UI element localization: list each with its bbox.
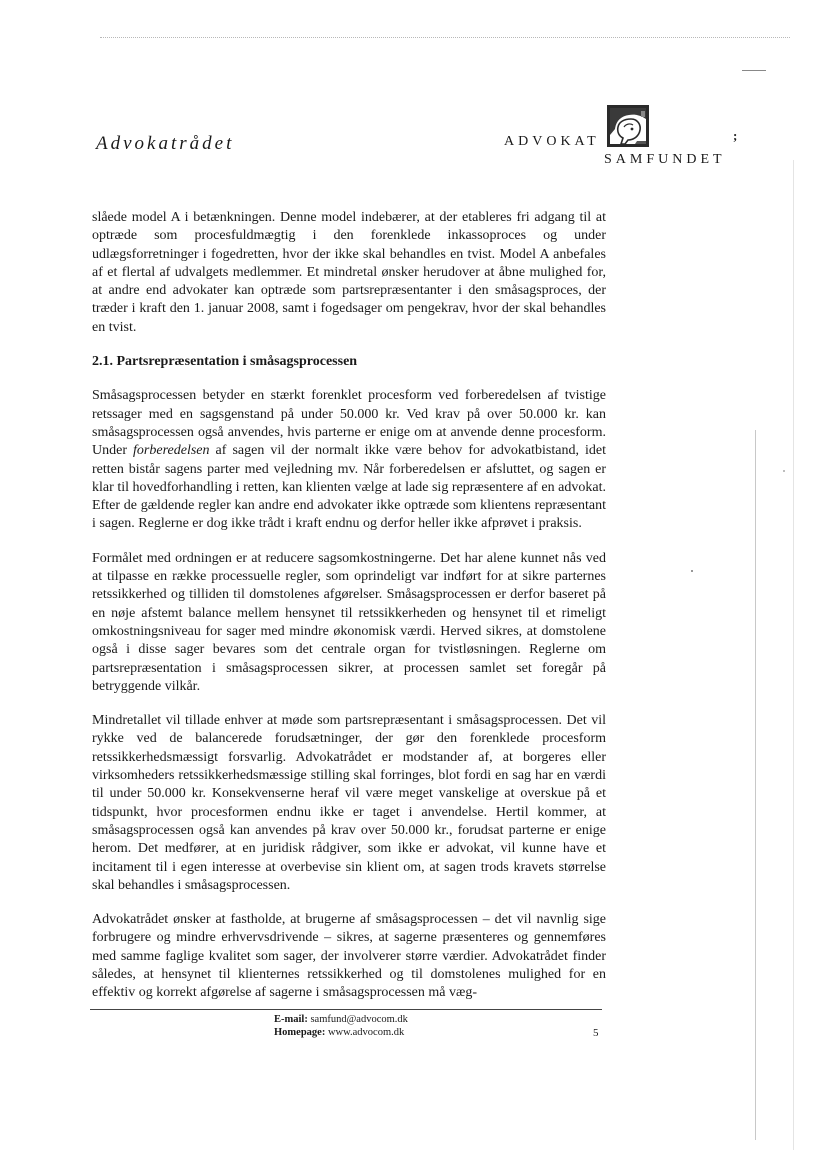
section-heading: 2.1. Partsrepræsentation i småsagsprocessen: [92, 354, 358, 370]
header-title: Advokatrådet: [96, 133, 235, 154]
document-body: [92, 209, 606, 1019]
advokatsamfundet-logo-icon: [607, 105, 649, 147]
paragraph-text: af sagen vil der normalt ikke være behov for advokatbistand, idet retten bistår sagens parter med vejledning mv. Når forberedelsen er afsluttet, og sagen er klar til hovedforhandling i retten, kan klienten vælge at lade sig repræsentere af en advokat. Efter de gældende regler kan andre end advokater ikke optræde som klientens repræsentant i sagen. Reglerne er dog ikke trådt i kraft endnu og derfor heller ikke afprøvet i praksis.: [92, 443, 606, 532]
paragraph: Formålet med ordningen er at reducere sagsomkostningerne. Det har alene kunnet nås ved at tilpasse en række processuelle regler, som oprindeligt var indført for at sikre parternes retssikkerhed og tilliden til domstolenes afgørelser. Småsagsprocessen er derfor baseret på en nøje afstemt balance mellem hensynet til retssikkerheden og hensynet til et rimeligt omkostningsniveau for sager med mindre økonomisk værdi. Herved sikres, at domstolene også i disse sager bevares som det centrale organ for tvistløsningen. Reglerne om partsrepræsentation i småsagsprocessen sikrer, at processen samlet set foregår på betryggende vilkår.: [92, 550, 606, 694]
footer-rule: [90, 1009, 602, 1010]
paragraph-text: Småsagsprocessen betyder en stærkt forenklet procesform ved forberedelsen af tvistige retssager med en sagsgenstand på under 50.000 kr. Ved krav på over 50.000 kr. kan småsagsprocessen også anvendes, hvis parterne er enige om at anvende denne procesform. Under: [92, 388, 606, 459]
footer-homepage-line: [274, 1026, 408, 1039]
scan-artifact-line: [742, 70, 766, 71]
homepage-value: www.advocom.dk: [327, 1027, 405, 1038]
scan-artifact-line: [100, 37, 790, 38]
scan-speck: [783, 470, 785, 472]
footer-email-line: [274, 1013, 408, 1026]
scan-speck: [691, 570, 693, 572]
header-mark: ;: [733, 128, 738, 143]
homepage-label: Homepage:: [274, 1027, 326, 1038]
header-logo-block: [503, 105, 738, 167]
page-number: 5: [593, 1027, 599, 1039]
paragraph: [92, 387, 606, 533]
margin-line: [793, 160, 794, 1150]
logo-word-samfundet: SAMFUNDET: [604, 152, 726, 167]
email-label: E-mail:: [274, 1014, 308, 1025]
email-value: samfund@advocom.dk: [310, 1014, 408, 1025]
paragraph: Mindretallet vil tillade enhver at møde som partsrepræsentant i småsagsprocessen. Det vil rykke ved de balancerede forudsætninger, der gør den forenklede procesform retssikkerhedsmæssigt forsvarlig. Advokatrådet er modstander af, at borgeres eller virksomheders retssikkerhedsmæssige stilling skal forringes, blot fordi en sag har en værdi til under 50.000 kr. Konsekvenserne heraf vil være meget vanskelige at overskue på et tidspunkt, hvor procesformen endnu ikke er taget i anvendelse. Hertil kommer, at småsagsprocessen også kan anvendes på krav over 50.000 kr., forudsat parterne er enige herom. Det medfører, at en juridisk rådgiver, som ikke er advokat, vil kunne have et incitament til i egen interesse at overbevise sin klient om, at sagen trods kravets størrelse skal behandles i småsagsprocessen.: [92, 713, 606, 893]
paragraph: slåede model A i betænkningen. Denne model indebærer, at der etableres fri adgang til at optræde som procesfuldmægtig i den forenklede inkassoproces og under udlægsforretninger i fogedretten, hvor der ikke skal behandles en tvist. Model A anbefales af et flertal af udvalgets medlemmer. Et mindretal ønsker herudover at åbne mulighed for, at andre end advokater kan optræde som partsrepræsentanter i den småsagsproces, der træder i kraft den 1. januar 2008, samt i fogedsager om pengekrav, hvor der skal behandles en tvist.: [92, 210, 606, 335]
logo-word-advokat: ADVOKAT: [504, 134, 600, 149]
margin-line: [755, 430, 756, 1140]
footer: [274, 1013, 408, 1039]
italic-term: forberedelsen: [133, 443, 210, 459]
paragraph: Advokatrådet ønsker at fastholde, at brugerne af småsagsprocessen – det vil navnlig sige forbrugere og mindre erhvervsdrivende – sikres, at sagerne præsenteres og gennemføres med samme faglige kvalitet som sager, der involverer større værdier. Advokatrådet finder således, at hensynet til klienternes retssikkerhed og til domstolenes mulighed for en effektiv og korrekt afgørelse af sagerne i småsagsprocessen må væg-: [92, 912, 606, 1001]
